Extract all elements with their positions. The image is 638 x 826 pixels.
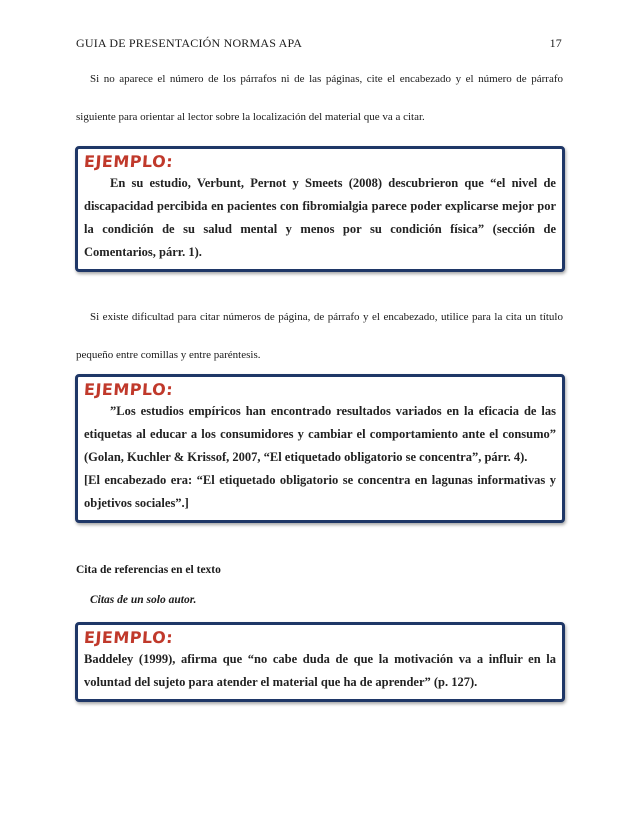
page-number: 17 [549, 36, 562, 50]
example-label: EJEMPLO: [83, 628, 174, 647]
paragraph-1 [76, 60, 563, 136]
example-box-1 [75, 146, 565, 272]
paragraph-1-text: Si no aparece el número de los párrafos ni de las páginas, cite el encabezado y el número de párrafo siguiente para orientar al lector sobre la localización del material que va a citar. [76, 73, 563, 123]
section-title: Cita de referencias en el texto [76, 564, 221, 576]
paragraph-2 [76, 298, 563, 374]
example-2-note: [El encabezado era: “El etiquetado obligatorio se concentra en lagunas informativas y objetivos sociales”.] [84, 473, 556, 510]
page-header [76, 36, 562, 51]
example-3-text: Baddeley (1999), afirma que “no cabe duda de que la motivación va a influir en la voluntad del sujeto para atender el material que ha de aprender” (p. 127). [84, 652, 556, 689]
example-box-2 [75, 374, 565, 523]
example-label: EJEMPLO: [83, 152, 174, 171]
example-1-text: En su estudio, Verbunt, Pernot y Smeets (2008) descubrieron que “el nivel de discapacidad percibida en pacientes con fibromialgia parece poder explicarse mejor por la condición de su salud mental y menos por su condición física” (sección de Comentarios, párr. 1). [84, 176, 556, 259]
example-label: EJEMPLO: [83, 380, 174, 399]
example-2-text: ”Los estudios empíricos han encontrado resultados variados en la eficacia de las etiquetas al educar a los consumidores y cambiar el comportamiento ante el consumo” (Golan, Kuchler & Krissof, 2007, “El etiquetado obligatorio se concentra”, párr. 4). [84, 404, 556, 464]
subsection-title: Citas de un solo autor. [90, 594, 197, 606]
example-box-3 [75, 622, 565, 702]
header-title: GUIA DE PRESENTACIÓN NORMAS APA [76, 36, 303, 50]
example-text [84, 172, 556, 264]
paragraph-2-text: Si existe dificultad para citar números de página, de párrafo y el encabezado, utilice para la cita un título pequeño entre comillas y entre paréntesis. [76, 311, 563, 361]
example-text [84, 400, 556, 469]
